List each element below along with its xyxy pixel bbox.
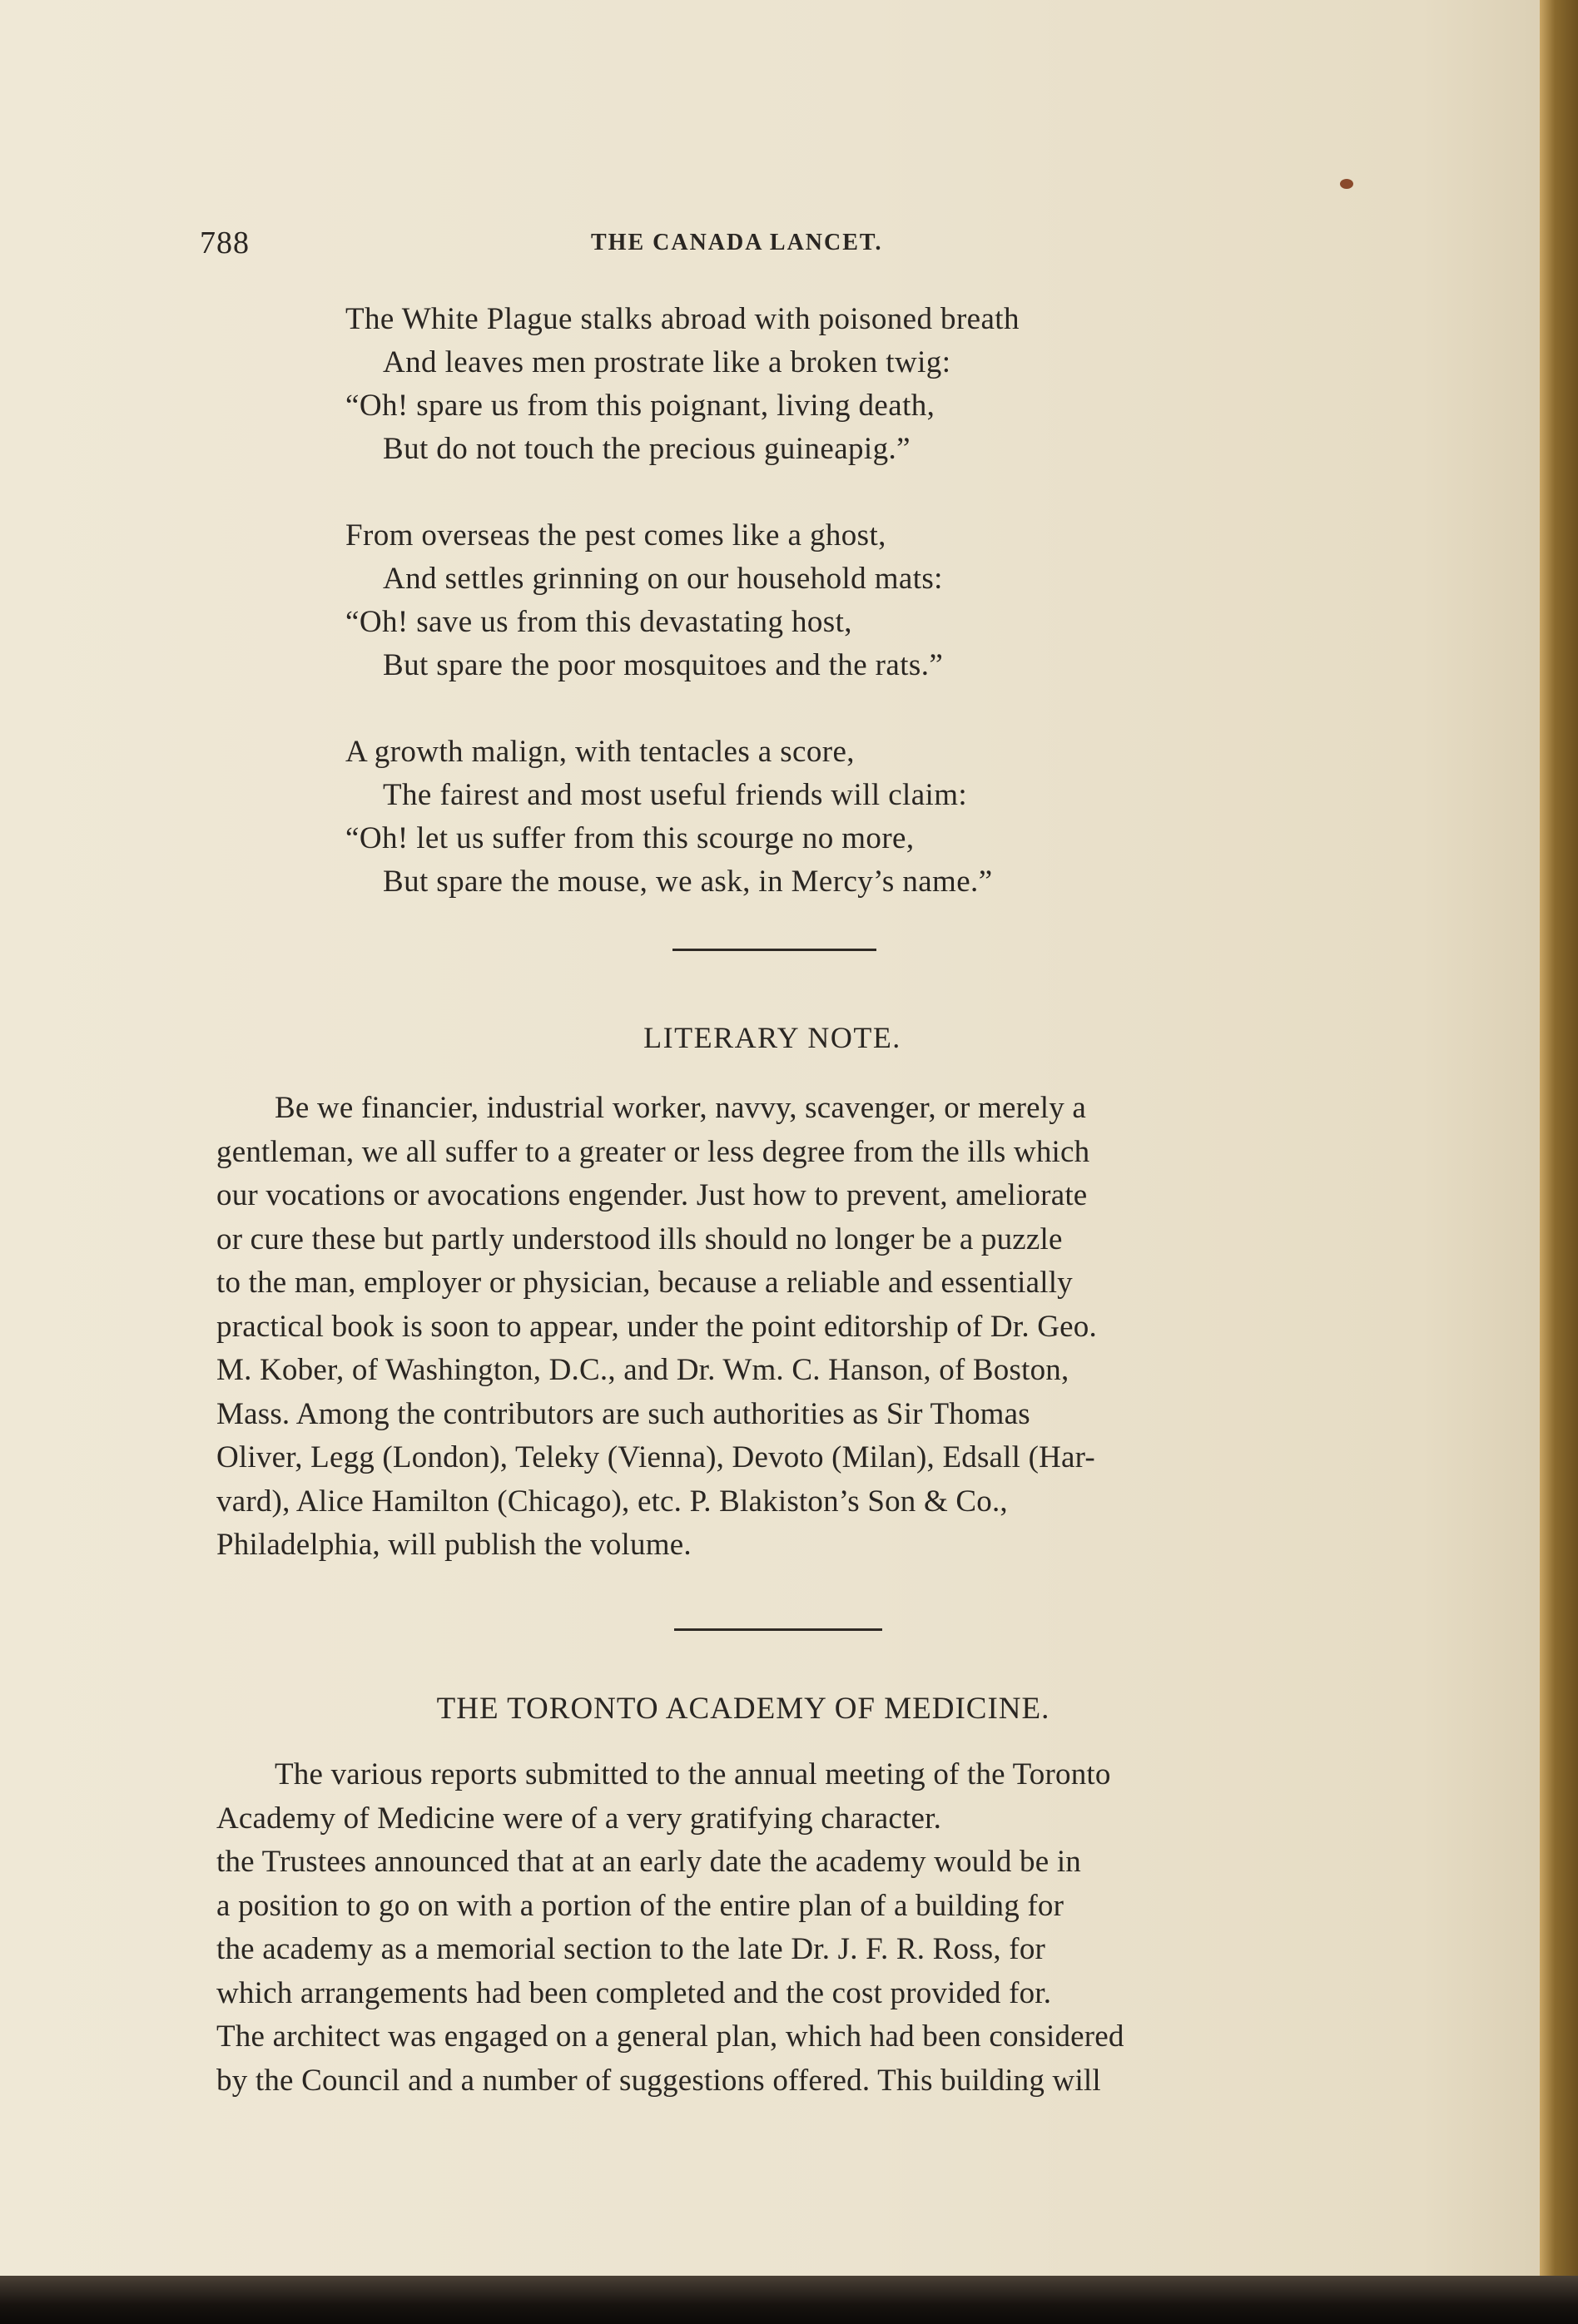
literary-note-body	[216, 1087, 1390, 1568]
text-line: Oliver, Legg (London), Teleky (Vienna), Devoto (Milan), Edsall (Har-	[216, 1440, 1095, 1474]
poem-line: But spare the mouse, we ask, in Mercy’s name.”	[383, 865, 993, 899]
text-line: Philadelphia, will publish the volume.	[216, 1528, 692, 1562]
poem-line: “Oh! save us from this devastating host,	[345, 605, 852, 639]
running-head	[200, 225, 1398, 266]
text-line: Mass. Among the contributors are such authorities as Sir Thomas	[216, 1396, 1030, 1431]
poem-line: But spare the poor mosquitoes and the rats.”	[383, 648, 944, 682]
text-line: The architect was engaged on a general plan, which had been considered	[216, 2019, 1124, 2054]
text-line: to the man, employer or physician, because a reliable and essentially	[216, 1266, 1073, 1300]
page-number: 788	[200, 225, 250, 260]
section-divider	[674, 1628, 882, 1631]
text-line: The various reports submitted to the annual meeting of the Toronto	[275, 1757, 1111, 1791]
text-line: Be we financier, industrial worker, navvy, scavenger, or merely a	[275, 1091, 1086, 1125]
text-line: the academy as a memorial section to the late Dr. J. F. R. Ross, for	[216, 1932, 1046, 1966]
text-line: Academy of Medicine were of a very gratifying character.	[216, 1801, 942, 1836]
poem-line: The White Plague stalks abroad with poisoned breath	[345, 302, 1020, 336]
poem-line: “Oh! spare us from this poignant, living death,	[345, 389, 935, 423]
text-line: or cure these but partly understood ills should no longer be a puzzle	[216, 1221, 1063, 1256]
poem-line: “Oh! let us suffer from this scourge no more,	[345, 821, 915, 855]
poem-stanza	[345, 731, 1261, 904]
text-line: vard), Alice Hamilton (Chicago), etc. P. Blakiston’s Son & Co.,	[216, 1484, 1008, 1519]
text-line: gentleman, we all suffer to a greater or less degree from the ills which	[216, 1134, 1090, 1169]
text-line: which arrangements had been completed and the cost provided for.	[216, 1975, 1052, 2010]
text-line: our vocations or avocations engender. Just how to prevent, ameliorate	[216, 1178, 1088, 1212]
scan-bottom-shadow	[0, 2276, 1578, 2324]
poem-line: A growth malign, with tentacles a score,	[345, 735, 855, 769]
text-line: by the Council and a number of suggestions offered. This building will	[216, 2063, 1101, 2098]
poem	[345, 298, 1261, 947]
poem-line: And settles grinning on our household mats:	[383, 562, 943, 596]
ink-spot	[1340, 179, 1353, 189]
section-heading-toronto-academy: THE TORONTO ACADEMY OF MEDICINE.	[436, 1692, 1050, 1726]
poem-stanza	[345, 298, 1261, 471]
section-divider	[672, 949, 876, 951]
text-line: the Trustees announced that at an early date the academy would be in	[216, 1845, 1081, 1879]
poem-line: But do not touch the precious guineapig.”	[383, 432, 911, 466]
text-line: practical book is soon to appear, under the point editorship of Dr. Geo.	[216, 1309, 1097, 1344]
poem-line: And leaves men prostrate like a broken twig:	[383, 345, 951, 379]
academy-body	[216, 1753, 1390, 2103]
section-heading-literary-note: LITERARY NOTE.	[643, 1021, 901, 1054]
text-line: M. Kober, of Washington, D.C., and Dr. Wm. C. Hanson, of Boston,	[216, 1353, 1069, 1387]
poem-line: The fairest and most useful friends will claim:	[383, 778, 968, 812]
text-line: a position to go on with a portion of the entire plan of a building for	[216, 1888, 1064, 1923]
book-binding-edge	[1540, 0, 1578, 2324]
journal-title: THE CANADA LANCET.	[591, 230, 883, 255]
poem-line: From overseas the pest comes like a ghost,	[345, 518, 886, 553]
poem-stanza	[345, 514, 1261, 687]
